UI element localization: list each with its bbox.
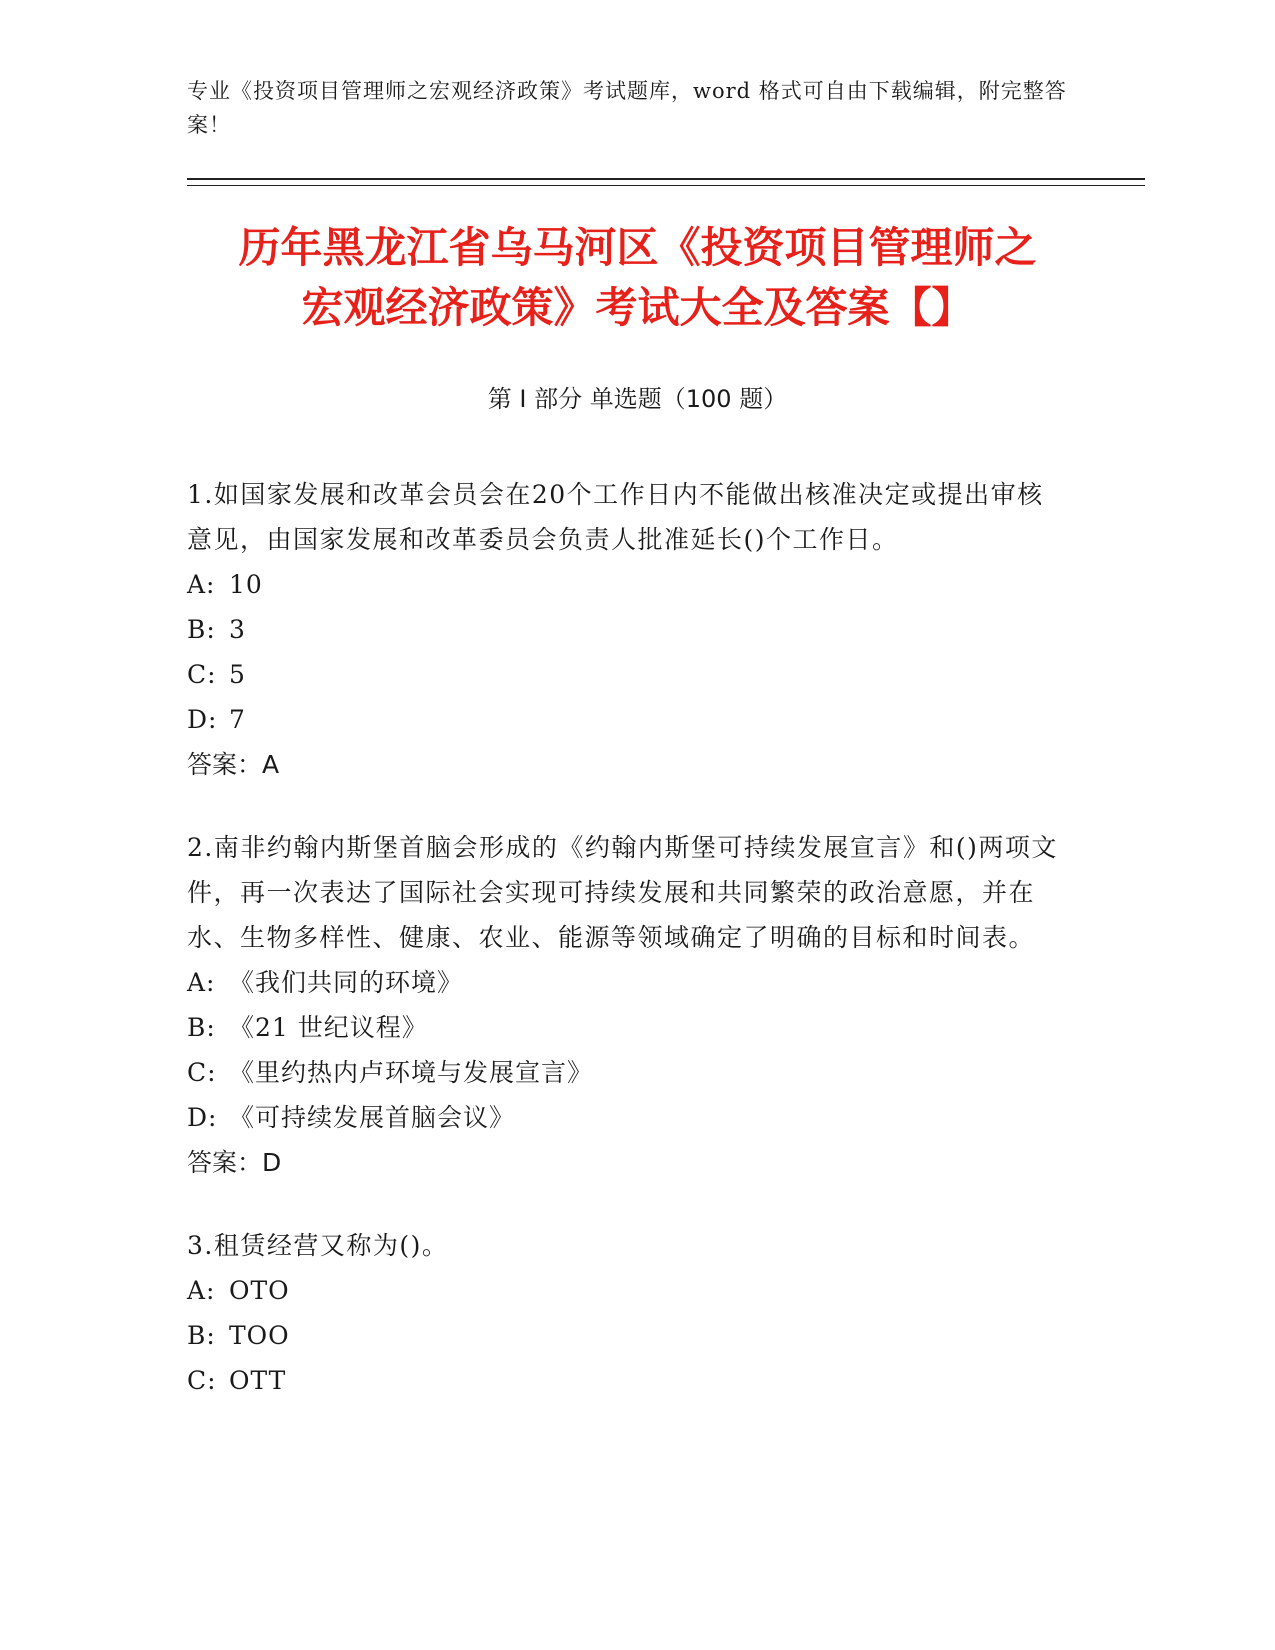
option-text: TOO (229, 1321, 290, 1350)
option-letter: C: (187, 1058, 217, 1087)
option-text: 7 (229, 705, 246, 734)
option-text: 3 (229, 615, 246, 644)
header-divider-thin (187, 185, 1145, 186)
option-text: 《里约热内卢环境与发展宣言》 (229, 1058, 594, 1087)
option-d (187, 1095, 1067, 1140)
option-letter: C: (187, 1366, 217, 1395)
option-letter: B: (187, 615, 216, 644)
header-note: 专业《投资项目管理师之宏观经济政策》考试题库，word 格式可自由下载编辑，附完整答案！ (187, 79, 1067, 137)
option-a (187, 960, 1067, 1005)
option-a (187, 562, 1067, 607)
answer-label: 答案：A (187, 750, 280, 779)
option-letter: B: (187, 1013, 216, 1042)
question-stem: 1.如国家发展和改革会员会在20个工作日内不能做出核准决定或提出审核意见，由国家发展和改革委员会负责人批准延长()个工作日。 (187, 480, 1044, 554)
option-text: 《可持续发展首脑会议》 (229, 1103, 516, 1132)
option-letter: A: (187, 1276, 216, 1305)
option-letter: D: (187, 1103, 218, 1132)
option-a (187, 1268, 1067, 1313)
option-letter: C: (187, 660, 217, 689)
question-list (187, 472, 1067, 1441)
document-title-line-2: 宏观经济政策》考试大全及答案【】 (301, 283, 974, 332)
option-c (187, 652, 1067, 697)
option-c (187, 1050, 1067, 1095)
option-text: 《21 世纪议程》 (229, 1013, 428, 1042)
question-stem: 2.南非约翰内斯堡首脑会形成的《约翰内斯堡可持续发展宣言》和()两项文件，再一次表达了国际社会实现可持续发展和共同繁荣的政治意愿，并在水、生物多样性、健康、农业、能源等领域确定了明确的目标和时间表。 (187, 833, 1058, 952)
option-letter: B: (187, 1321, 216, 1350)
option-text: 10 (229, 570, 263, 599)
document-title (150, 218, 1125, 338)
option-c (187, 1358, 1067, 1403)
question-stem: 3.租赁经营又称为()。 (187, 1231, 449, 1260)
question-1 (187, 472, 1067, 787)
header-divider-thick (187, 178, 1145, 180)
option-b (187, 1005, 1067, 1050)
option-b (187, 607, 1067, 652)
option-b (187, 1313, 1067, 1358)
answer-label: 答案：D (187, 1148, 282, 1177)
section-title: 第 I 部分 单选题（100 题） (487, 385, 788, 413)
option-d (187, 697, 1067, 742)
option-text: OTT (229, 1366, 287, 1395)
option-letter: D: (187, 705, 218, 734)
option-letter: A: (187, 968, 216, 997)
option-text: 5 (229, 660, 246, 689)
question-2 (187, 825, 1067, 1185)
question-3 (187, 1223, 1067, 1403)
option-text: 《我们共同的环境》 (229, 968, 464, 997)
document-title-line-1: 历年黑龙江省乌马河区《投资项目管理师之 (238, 223, 1037, 272)
option-letter: A: (187, 570, 216, 599)
option-text: OTO (229, 1276, 290, 1305)
